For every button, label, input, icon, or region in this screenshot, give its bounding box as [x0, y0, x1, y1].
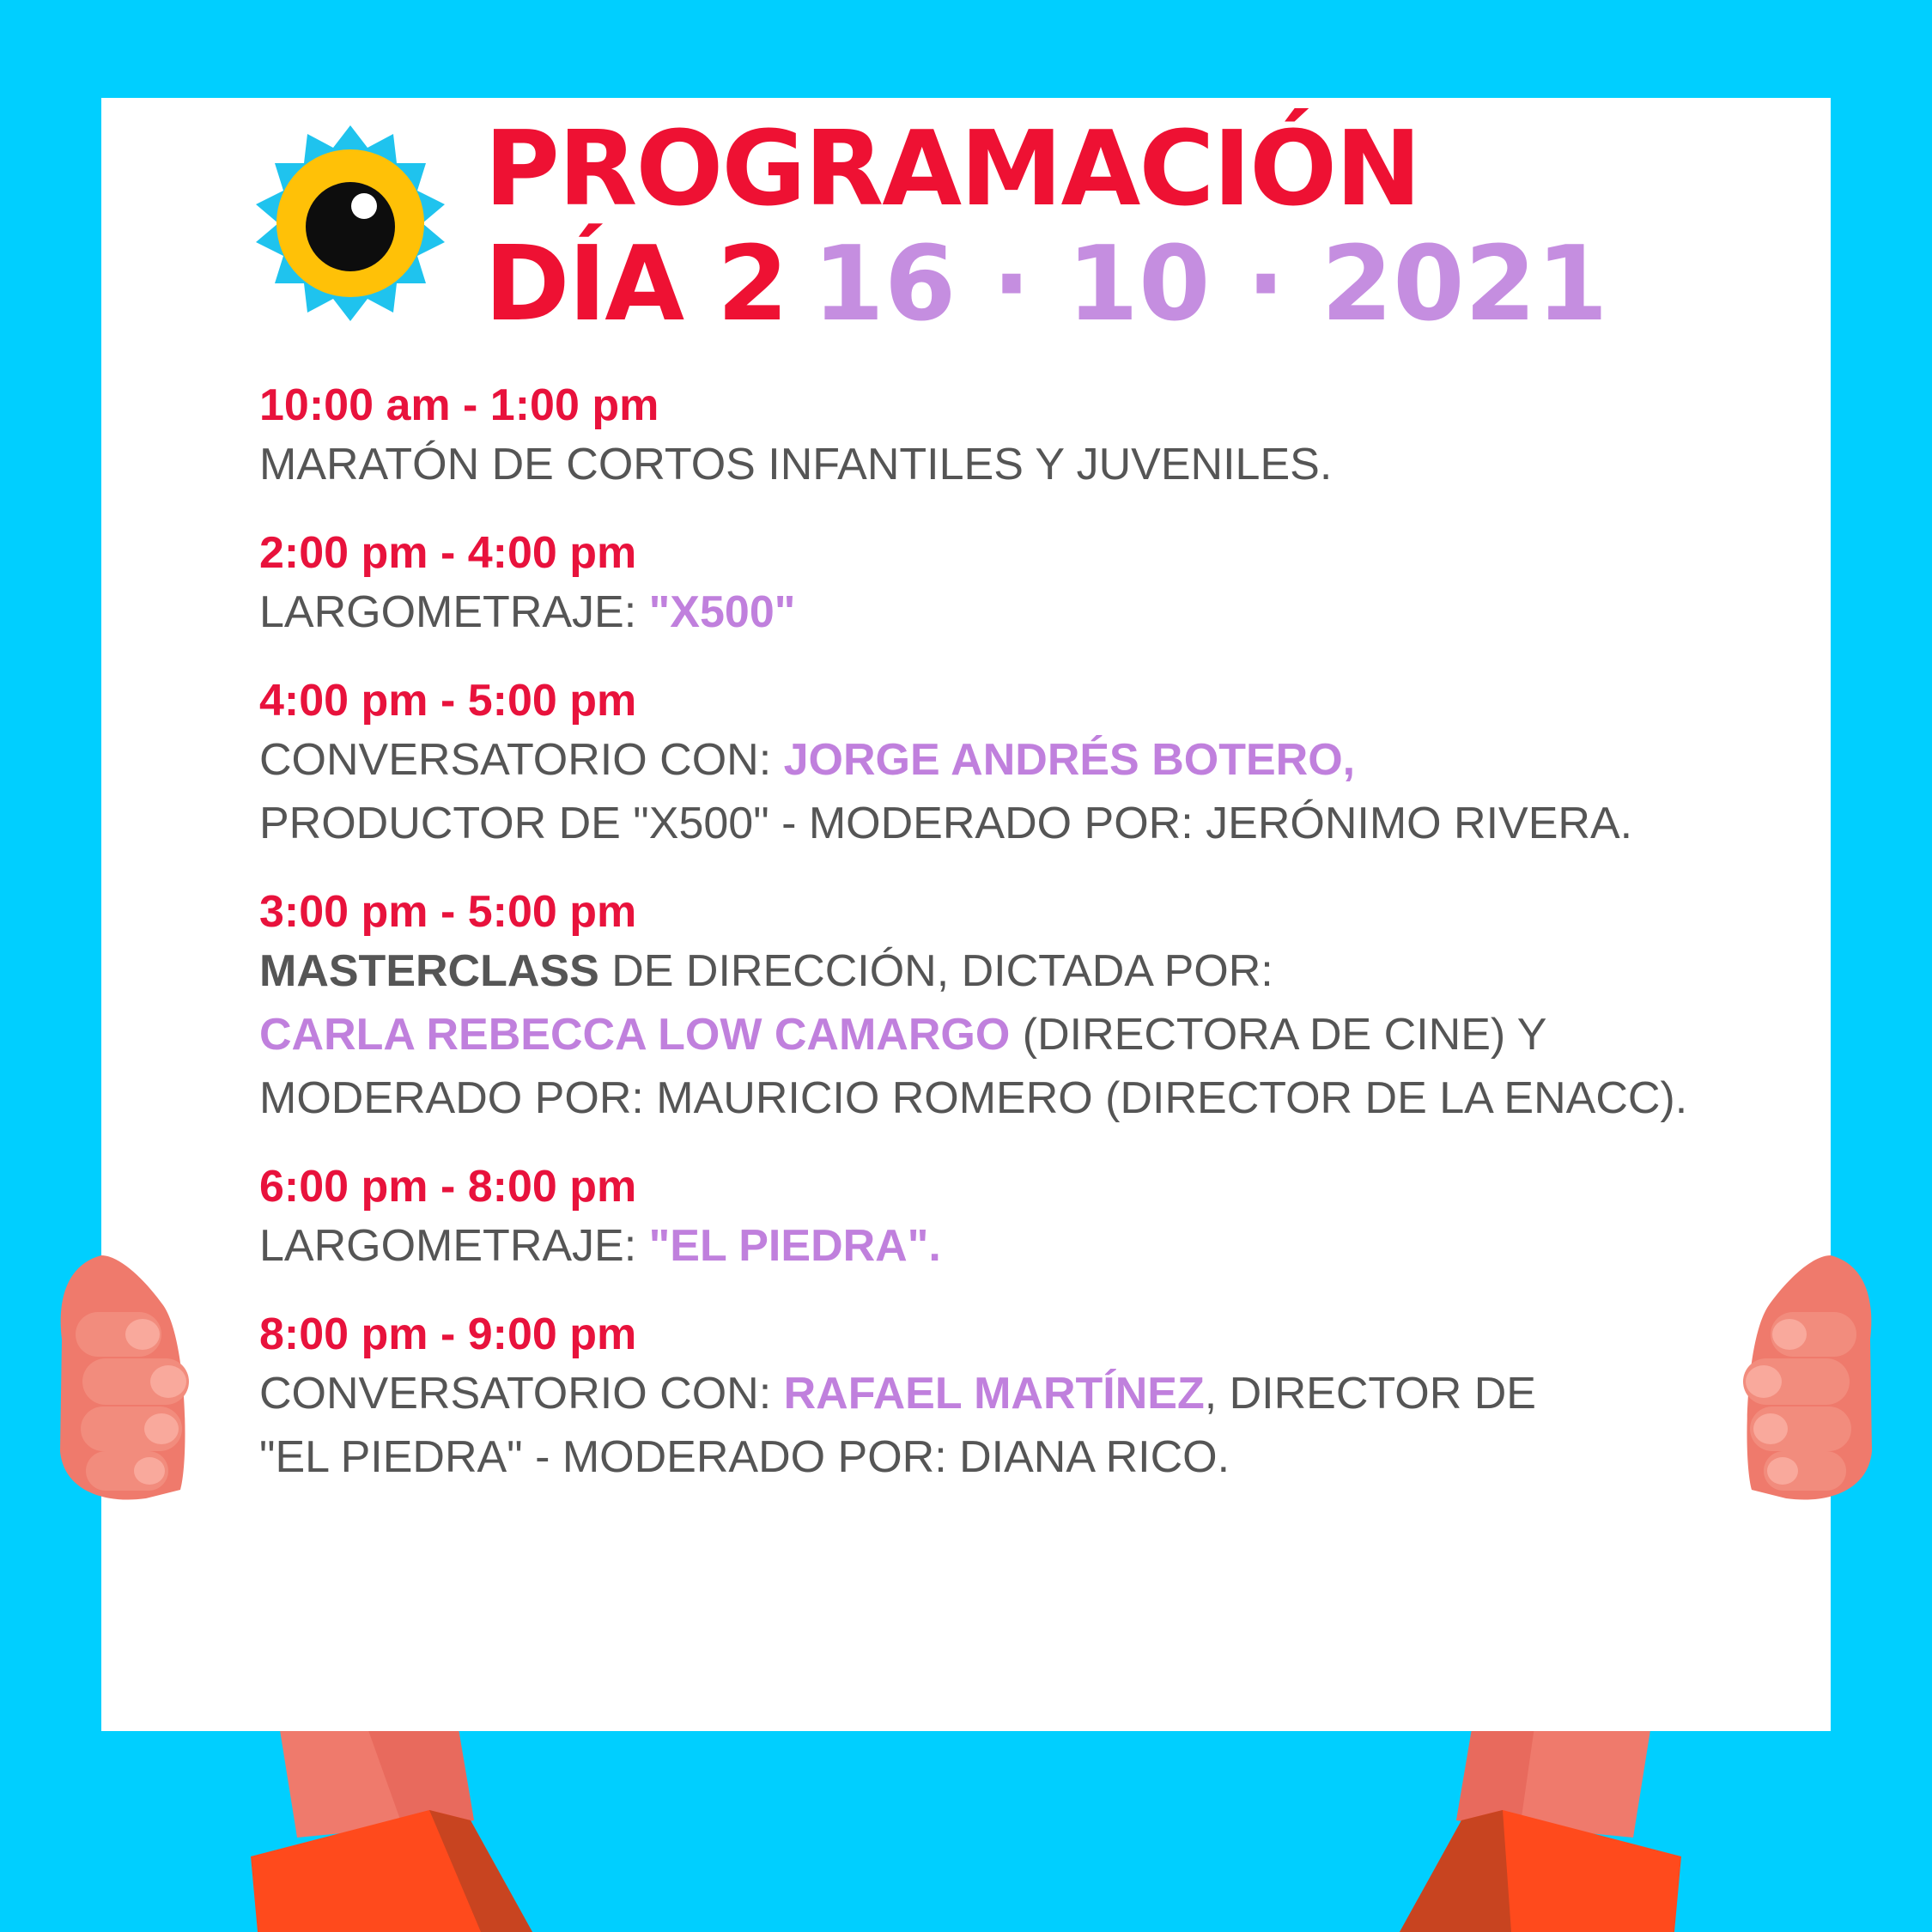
- film-title: "X500": [648, 587, 796, 637]
- guest-name: CARLA REBECCA LOW CAMARGO: [259, 1010, 1011, 1060]
- schedule-item: [259, 673, 1805, 855]
- event-label: CONVERSATORIO CON:: [259, 735, 784, 785]
- event-date: 16 · 10 · 2021: [812, 225, 1608, 344]
- event-time: 6:00 pm - 8:00 pm: [259, 1162, 637, 1212]
- film-title: "EL PIEDRA".: [648, 1221, 941, 1271]
- day-label: DÍA 2: [484, 225, 787, 344]
- event-time: 3:00 pm - 5:00 pm: [259, 887, 637, 937]
- schedule-item: [259, 1159, 1805, 1278]
- schedule-item: [259, 378, 1805, 496]
- header-title-block: [484, 110, 1608, 344]
- eye-sun-logo-icon: [249, 122, 452, 325]
- schedule-list: [259, 378, 1805, 1518]
- guest-name: RAFAEL MARTÍNEZ: [783, 1369, 1205, 1419]
- schedule-item: [259, 526, 1805, 644]
- event-description-cont: PRODUCTOR DE "X500" - MODERADO POR: JERÓNIMO RIVERA.: [259, 799, 1633, 848]
- page-title: PROGRAMACIÓN: [484, 110, 1420, 229]
- masterclass-label: MASTERCLASS: [259, 946, 599, 996]
- guest-name: JORGE ANDRÉS BOTERO,: [783, 735, 1356, 785]
- event-description-cont: MODERADO POR: MAURICIO ROMERO (DIRECTOR DE LA ENACC).: [259, 1073, 1688, 1123]
- event-description: MARATÓN DE CORTOS INFANTILES Y JUVENILES.: [259, 440, 1333, 489]
- event-time: 4:00 pm - 5:00 pm: [259, 676, 637, 726]
- event-description-cont: [259, 1003, 1805, 1066]
- schedule-item: [259, 884, 1805, 1130]
- guest-role: (DIRECTORA DE CINE) Y: [1010, 1010, 1547, 1060]
- event-description: [259, 580, 1805, 644]
- event-label: LARGOMETRAJE:: [259, 1221, 649, 1271]
- event-description: [259, 1214, 1805, 1278]
- event-time: 10:00 am - 1:00 pm: [259, 380, 659, 430]
- left-hand-icon: [60, 1255, 189, 1500]
- schedule-item: [259, 1307, 1805, 1489]
- guest-role: , DIRECTOR DE: [1204, 1369, 1536, 1419]
- event-label: CONVERSATORIO CON:: [259, 1369, 784, 1419]
- event-description: [259, 1362, 1805, 1425]
- title-day-line: [484, 225, 1608, 344]
- event-label: LARGOMETRAJE:: [259, 587, 649, 637]
- event-label: DE DIRECCIÓN, DICTADA POR:: [598, 946, 1273, 996]
- event-description: [259, 728, 1805, 792]
- event-time: 2:00 pm - 4:00 pm: [259, 528, 637, 578]
- event-time: 8:00 pm - 9:00 pm: [259, 1309, 637, 1359]
- event-description: [259, 939, 1805, 1003]
- event-description-cont: "EL PIEDRA" - MODERADO POR: DIANA RICO.: [259, 1432, 1230, 1482]
